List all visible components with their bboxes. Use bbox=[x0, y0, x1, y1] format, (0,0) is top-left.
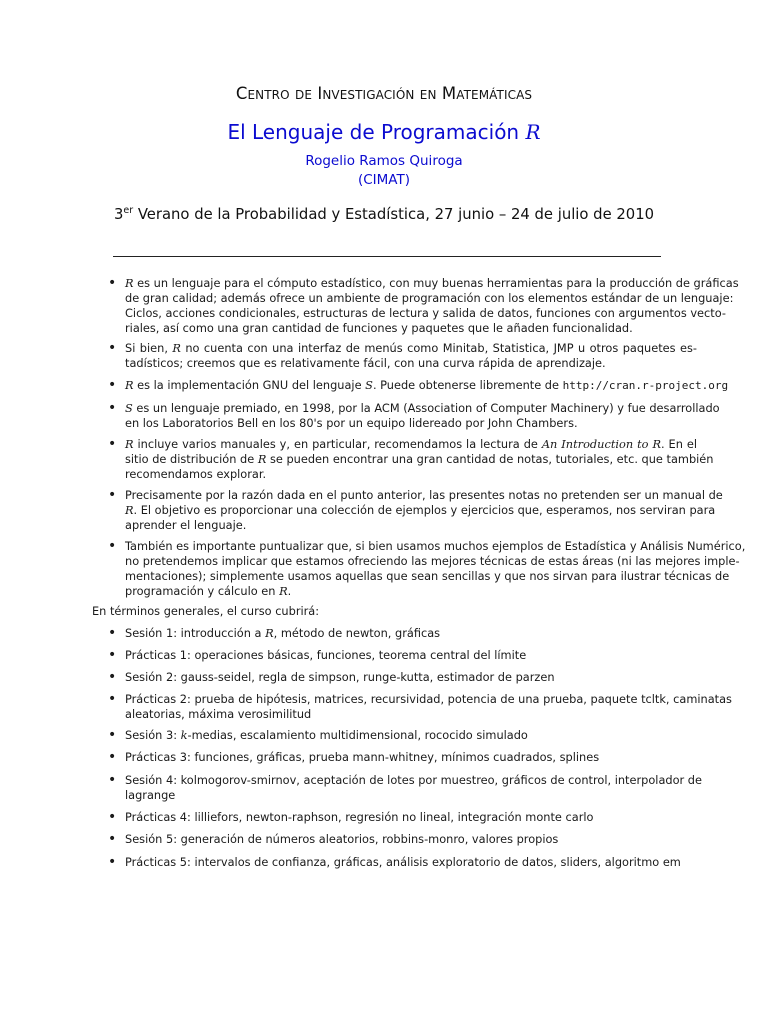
bullet-glyph: • bbox=[108, 669, 117, 685]
list-item-text bbox=[125, 437, 714, 482]
text-line bbox=[125, 518, 697, 533]
bullet-glyph: • bbox=[108, 275, 117, 291]
bullet-glyph: • bbox=[108, 340, 117, 356]
text-run: Sesión 2: gauss-seidel, regla de simpson, runge-kutta, estimador de parzen bbox=[125, 670, 555, 684]
author-block bbox=[0, 152, 768, 190]
text-run: de gran calidad; además ofrece un ambiente de programación con los elementos estándar de un lenguaje: bbox=[125, 291, 734, 306]
text-run: Prácticas 3: funciones, gráficas, prueba mann-whitney, mínimos cuadrados, splines bbox=[125, 750, 600, 764]
text-line bbox=[125, 341, 697, 356]
text-line bbox=[125, 648, 697, 663]
text-line bbox=[125, 569, 730, 584]
text-run: no pretendemos implicar que estamos ofreciendo las mejores técnicas de estas áreas (ni las mejores imple- bbox=[125, 554, 740, 569]
text-run: programación y cálculo en bbox=[125, 584, 280, 599]
text-run: . En el bbox=[660, 437, 697, 451]
math-symbol: R bbox=[257, 452, 267, 467]
math-symbol: k bbox=[180, 728, 188, 742]
math-symbol: S bbox=[125, 401, 133, 415]
event-superscript: er bbox=[123, 205, 134, 216]
text-line bbox=[125, 773, 702, 788]
text-line bbox=[125, 670, 697, 685]
math-symbol: R bbox=[279, 584, 288, 599]
author-affiliation: (CIMAT) bbox=[357, 172, 411, 188]
text-run: tadísticos; creemos que es relativamente fácil, con una curva rápida de aprendizaje. bbox=[125, 356, 606, 371]
list-item-text bbox=[125, 648, 697, 663]
text-line bbox=[125, 503, 716, 518]
math-symbol: R bbox=[125, 378, 134, 392]
bullet-glyph: • bbox=[108, 772, 117, 788]
text-run: Prácticas 4: lilliefors, newton-raphson, regresión no lineal, integración monte carlo bbox=[125, 810, 594, 824]
math-symbol: S bbox=[365, 378, 373, 392]
event-line bbox=[0, 205, 768, 223]
text-run: en los Laboratorios Bell en los 80's por un equipo lidereado por John Chambers. bbox=[125, 416, 578, 431]
text-run: aprender el lenguaje. bbox=[125, 518, 247, 533]
text-line bbox=[125, 437, 697, 452]
text-line bbox=[125, 832, 697, 847]
text-line bbox=[125, 855, 697, 870]
text-run: -medias, escalamiento multidimensional, rococido simulado bbox=[187, 728, 528, 742]
list-item-text bbox=[125, 832, 697, 847]
event-text: Verano de la Probabilidad y Estadística, 27 junio – 24 de julio de 2010 bbox=[133, 206, 655, 223]
text-line bbox=[125, 276, 739, 291]
text-line bbox=[125, 728, 697, 743]
text-run: También es importante puntualizar que, si bien usamos muchos ejemplos de Estadística y Análisis Numérico, bbox=[125, 539, 746, 553]
text-line bbox=[125, 692, 732, 707]
list-item-text bbox=[125, 855, 697, 870]
list-item-text bbox=[125, 276, 739, 336]
text-line bbox=[125, 788, 697, 803]
bullet-glyph: • bbox=[108, 538, 117, 554]
text-run: sitio de distribución de bbox=[125, 452, 258, 467]
math-symbol: R bbox=[265, 626, 274, 640]
text-run: Ciclos, acciones condicionales, estructuras de lectura y salida de datos, funciones con argumentos vecto- bbox=[125, 306, 726, 321]
bullet-glyph: • bbox=[108, 400, 117, 416]
author-name: Rogelio Ramos Quiroga bbox=[305, 153, 463, 169]
text-run: aleatorias, máxima verosimilitud bbox=[125, 707, 312, 722]
list-item-text bbox=[125, 341, 697, 371]
text-run: Sesión 4: kolmogorov-smirnov, aceptación de lotes por muestreo, gráficos de control, interpolador de bbox=[125, 773, 702, 787]
event-ordinal: 3 bbox=[113, 206, 124, 223]
text-line bbox=[125, 378, 729, 393]
text-run: es un lenguaje para el cómputo estadístico, con muy buenas herramientas para la producción de gráficas bbox=[133, 276, 739, 290]
bullet-glyph: • bbox=[108, 854, 117, 870]
text-run: no cuenta con una interfaz de menús como Minitab, Statistica, JMP u otros paquetes es- bbox=[180, 341, 697, 355]
list-item-text bbox=[125, 626, 697, 641]
list-item-text bbox=[125, 401, 720, 431]
bullet-glyph: • bbox=[108, 436, 117, 452]
text-run: recomendamos explorar. bbox=[125, 467, 267, 482]
list-item-text bbox=[125, 750, 697, 765]
text-line bbox=[125, 810, 697, 825]
text-line bbox=[125, 291, 734, 306]
text-run: , método de newton, gráficas bbox=[273, 626, 441, 640]
text-line bbox=[125, 750, 697, 765]
text-run: es un lenguaje premiado, en 1998, por la ACM (Association of Computer Machinery) y fue desarrollado bbox=[132, 401, 720, 415]
math-symbol: An Introduction to R bbox=[541, 437, 661, 451]
text-run: se pueden encontrar una gran cantidad de notas, tutoriales, etc. que también bbox=[266, 452, 714, 467]
text-line bbox=[125, 707, 697, 722]
text-run: Si bien, bbox=[125, 341, 173, 355]
text-run: es la implementación GNU del lenguaje bbox=[133, 378, 366, 392]
bullet-glyph: • bbox=[108, 809, 117, 825]
bullet-glyph: • bbox=[108, 377, 117, 393]
list-item-text bbox=[125, 810, 697, 825]
title-text: El Lenguaje de Programación bbox=[227, 120, 520, 144]
text-run: Sesión 5: generación de números aleatorios, robbins-monro, valores propios bbox=[125, 832, 559, 846]
text-line bbox=[125, 539, 746, 554]
text-run: Sesión 1: introducción a bbox=[125, 626, 266, 640]
math-symbol: R bbox=[125, 437, 134, 451]
math-symbol: R bbox=[172, 341, 181, 355]
bullet-glyph: • bbox=[108, 487, 117, 503]
list-item-text bbox=[125, 728, 697, 743]
text-line bbox=[125, 416, 697, 431]
text-run: Prácticas 5: intervalos de confianza, gráficas, análisis exploratorio de datos, sliders, algoritmo em bbox=[125, 855, 681, 869]
text-run: mentaciones); simplemente usamos aquellas que sean sencillas y que nos sirvan para ilustrar técnicas de bbox=[125, 569, 730, 584]
text-line bbox=[125, 467, 697, 482]
text-line bbox=[125, 452, 714, 467]
math-symbol: R bbox=[125, 276, 134, 290]
list-item-text bbox=[125, 378, 729, 393]
text-line bbox=[125, 356, 697, 371]
text-line bbox=[125, 626, 697, 641]
list-item-text bbox=[125, 539, 746, 599]
document-title bbox=[0, 120, 768, 144]
bullet-glyph: • bbox=[108, 691, 117, 707]
list-item-text bbox=[125, 692, 732, 722]
text-line bbox=[125, 488, 723, 503]
text-line bbox=[125, 584, 697, 599]
text-run: incluye varios manuales y, en particular, recomendamos la lectura de bbox=[133, 437, 542, 451]
horizontal-rule bbox=[113, 256, 661, 257]
list-item-text bbox=[125, 670, 697, 685]
bullet-glyph: • bbox=[108, 831, 117, 847]
text-run: Sesión 3: bbox=[125, 728, 181, 742]
text-run: Prácticas 2: prueba de hipótesis, matrices, recursividad, potencia de una prueba, paquete tcltk, caminatas bbox=[125, 692, 732, 706]
text-line bbox=[125, 306, 726, 321]
bullet-glyph: • bbox=[108, 749, 117, 765]
text-run: . Puede obtenerse libremente de bbox=[372, 378, 563, 392]
text-line bbox=[125, 321, 697, 336]
bullet-glyph: • bbox=[108, 727, 117, 743]
list-item-text bbox=[125, 488, 723, 533]
institution-name: Centro de Investigación en Matemáticas bbox=[235, 84, 533, 103]
course-intro-text: En términos generales, el curso cubrirá: bbox=[92, 604, 320, 618]
text-run: lagrange bbox=[125, 788, 176, 803]
text-run: riales, así como una gran cantidad de funciones y paquetes que le añaden funcionalidad. bbox=[125, 321, 633, 336]
text-line bbox=[125, 554, 740, 569]
url-text: http://cran.r-project.org bbox=[562, 379, 729, 392]
math-symbol: R bbox=[125, 503, 134, 518]
text-run: Prácticas 1: operaciones básicas, funciones, teorema central del límite bbox=[125, 648, 527, 662]
text-run: . bbox=[287, 584, 292, 599]
text-run: Precisamente por la razón dada en el punto anterior, las presentes notas no pretenden ser un manual de bbox=[125, 488, 723, 502]
list-item-text bbox=[125, 773, 702, 803]
bullet-glyph: • bbox=[108, 647, 117, 663]
text-line bbox=[125, 401, 720, 416]
title-symbol: R bbox=[525, 120, 541, 144]
text-run: . El objetivo es proporcionar una colección de ejemplos y ejercicios que, esperamos, nos serviran para bbox=[133, 503, 716, 518]
bullet-glyph: • bbox=[108, 625, 117, 641]
